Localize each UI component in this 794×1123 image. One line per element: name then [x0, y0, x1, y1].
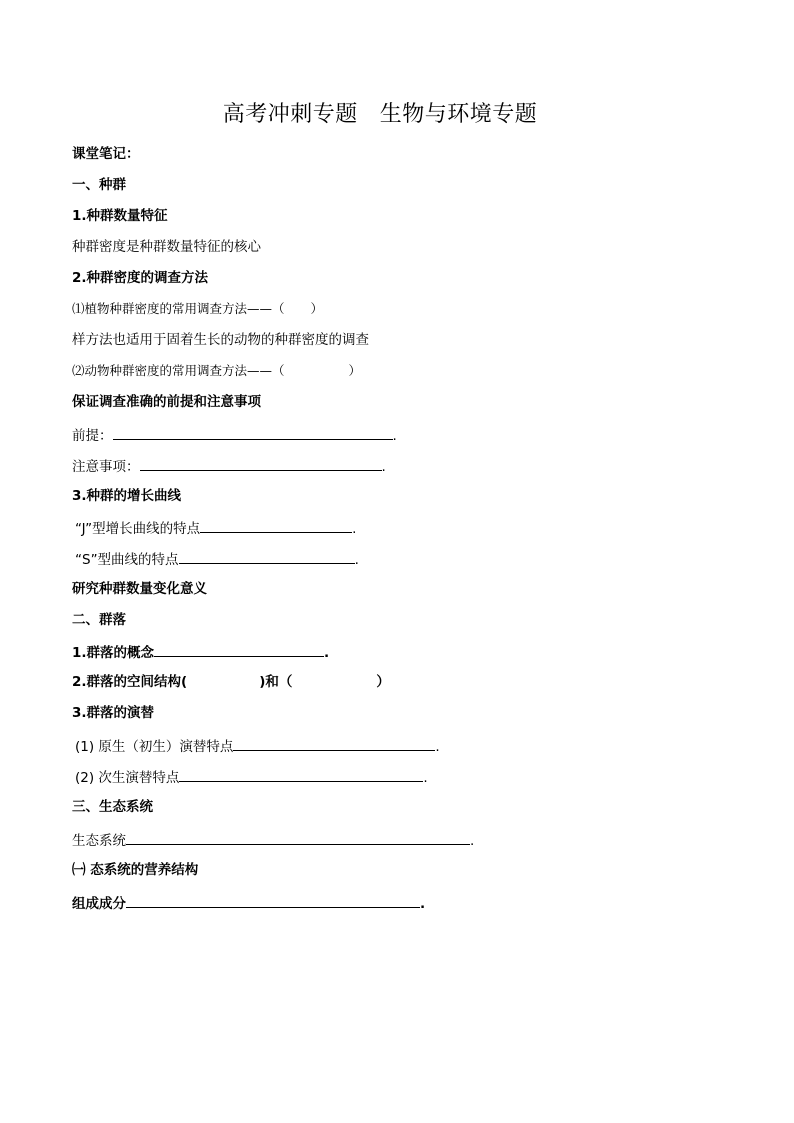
premise-line: 前提： .	[72, 423, 397, 445]
premise-blank[interactable]	[113, 423, 393, 440]
plant-method-line: ⑴植物种群密度的常用调查方法——（ ）	[72, 301, 324, 316]
notes-heading: 课堂笔记：	[72, 146, 140, 162]
caution-line: 注意事项： .	[72, 454, 386, 476]
section-ecosystem: 三、生态系统	[72, 799, 153, 815]
animal-method-line: ⑵动物种群密度的常用调查方法——（ ）	[72, 363, 362, 378]
spatial-structure-line: 2.群落的空间结构( )和（ ）	[72, 674, 390, 690]
primary-succession-line: (1) 原生（初生）演替特点 .	[75, 734, 440, 756]
secondary-succession-line: (2) 次生演替特点 .	[75, 765, 428, 787]
quadrat-note: 样方法也适用于固着生长的动物的种群密度的调查	[72, 332, 369, 348]
j-curve-blank[interactable]	[200, 516, 352, 533]
community-concept-blank[interactable]	[154, 640, 324, 657]
composition-line: 组成成分 .	[72, 891, 425, 913]
heading-succession: 3.群落的演替	[72, 705, 155, 721]
page-title	[0, 100, 760, 130]
accuracy-heading: 保证调查准确的前提和注意事项	[72, 394, 261, 410]
s-curve-blank[interactable]	[179, 547, 355, 564]
community-concept-line: 1.群落的概念 .	[72, 640, 329, 662]
composition-blank[interactable]	[126, 891, 420, 908]
section-population: 一、种群	[72, 177, 126, 193]
caution-blank[interactable]	[140, 454, 382, 471]
title-part-1: 高考冲刺专题	[222, 102, 358, 127]
ecosystem-line: 生态系统 .	[72, 828, 474, 850]
heading-density-methods: 2.种群密度的调查方法	[72, 270, 209, 286]
population-density-text: 种群密度是种群数量特征的核心	[72, 239, 261, 255]
section-community: 二、群落	[72, 612, 126, 628]
secondary-succession-blank[interactable]	[179, 765, 423, 782]
meaning-heading: 研究种群数量变化意义	[72, 581, 207, 597]
ecosystem-blank[interactable]	[126, 828, 470, 845]
primary-succession-blank[interactable]	[233, 734, 435, 751]
heading-growth-curve: 3.种群的增长曲线	[72, 488, 182, 504]
heading-population-features: 1.种群数量特征	[72, 208, 168, 224]
j-curve-line: “J”型增长曲线的特点 .	[75, 516, 356, 538]
heading-trophic-structure: ㈠ 态系统的营养结构	[72, 862, 199, 878]
s-curve-line: “S”型曲线的特点 .	[75, 547, 359, 569]
title-part-2: 生物与环境专题	[379, 102, 538, 127]
